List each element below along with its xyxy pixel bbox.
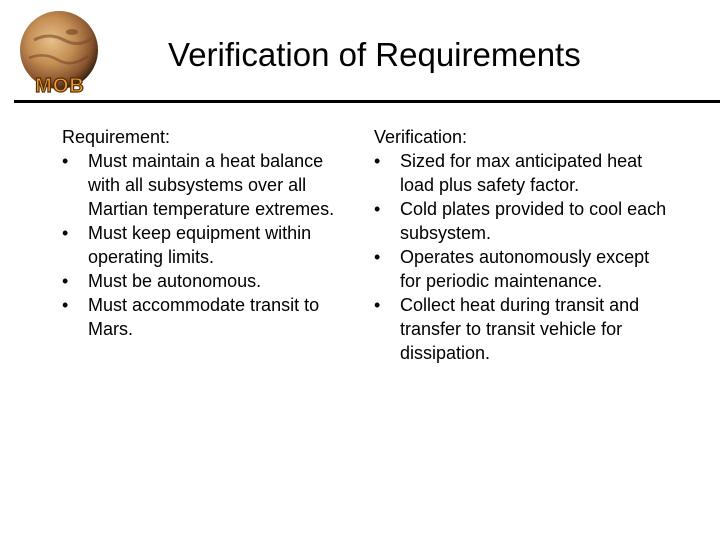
logo-text: MOB <box>35 75 85 96</box>
list-item <box>62 149 352 221</box>
bullet-icon: • <box>62 295 69 315</box>
requirements-heading: Requirement: <box>62 127 171 147</box>
list-item <box>62 269 352 293</box>
list-item <box>62 293 352 341</box>
list-item <box>62 221 352 269</box>
list-item <box>374 245 674 293</box>
bullet-icon: • <box>374 199 381 219</box>
bullet-icon: • <box>374 295 381 315</box>
requirements-column <box>62 125 352 341</box>
verification-heading: Verification: <box>374 127 468 147</box>
list-item-text: Collect heat during transit and transfer to transit vehicle for dissipation. <box>400 295 640 363</box>
mars-surface-feature <box>66 29 78 35</box>
list-item-text: Sized for max anticipated heat load plus safety factor. <box>400 151 643 195</box>
list-item <box>374 149 674 197</box>
bullet-icon: • <box>62 271 69 291</box>
list-item-text: Must accommodate transit to Mars. <box>88 295 320 339</box>
list-item-text: Cold plates provided to cool each subsystem. <box>400 199 667 243</box>
list-item-text: Must maintain a heat balance with all subsystems over all Martian temperature extremes. <box>88 151 335 219</box>
verification-list <box>374 149 674 365</box>
title-divider <box>14 100 720 103</box>
bullet-icon: • <box>62 223 69 243</box>
list-item <box>374 197 674 245</box>
bullet-icon: • <box>374 151 381 171</box>
list-item <box>374 293 674 365</box>
bullet-icon: • <box>62 151 69 171</box>
mars-logo <box>14 10 104 96</box>
list-item-text: Must keep equipment within operating limits. <box>88 223 312 267</box>
list-item-text: Operates autonomously except for periodic maintenance. <box>400 247 650 291</box>
list-item-text: Must be autonomous. <box>88 271 262 291</box>
verification-column <box>374 125 674 365</box>
requirements-list <box>62 149 352 341</box>
slide-title: Verification of Requirements <box>168 36 581 73</box>
bullet-icon: • <box>374 247 381 267</box>
